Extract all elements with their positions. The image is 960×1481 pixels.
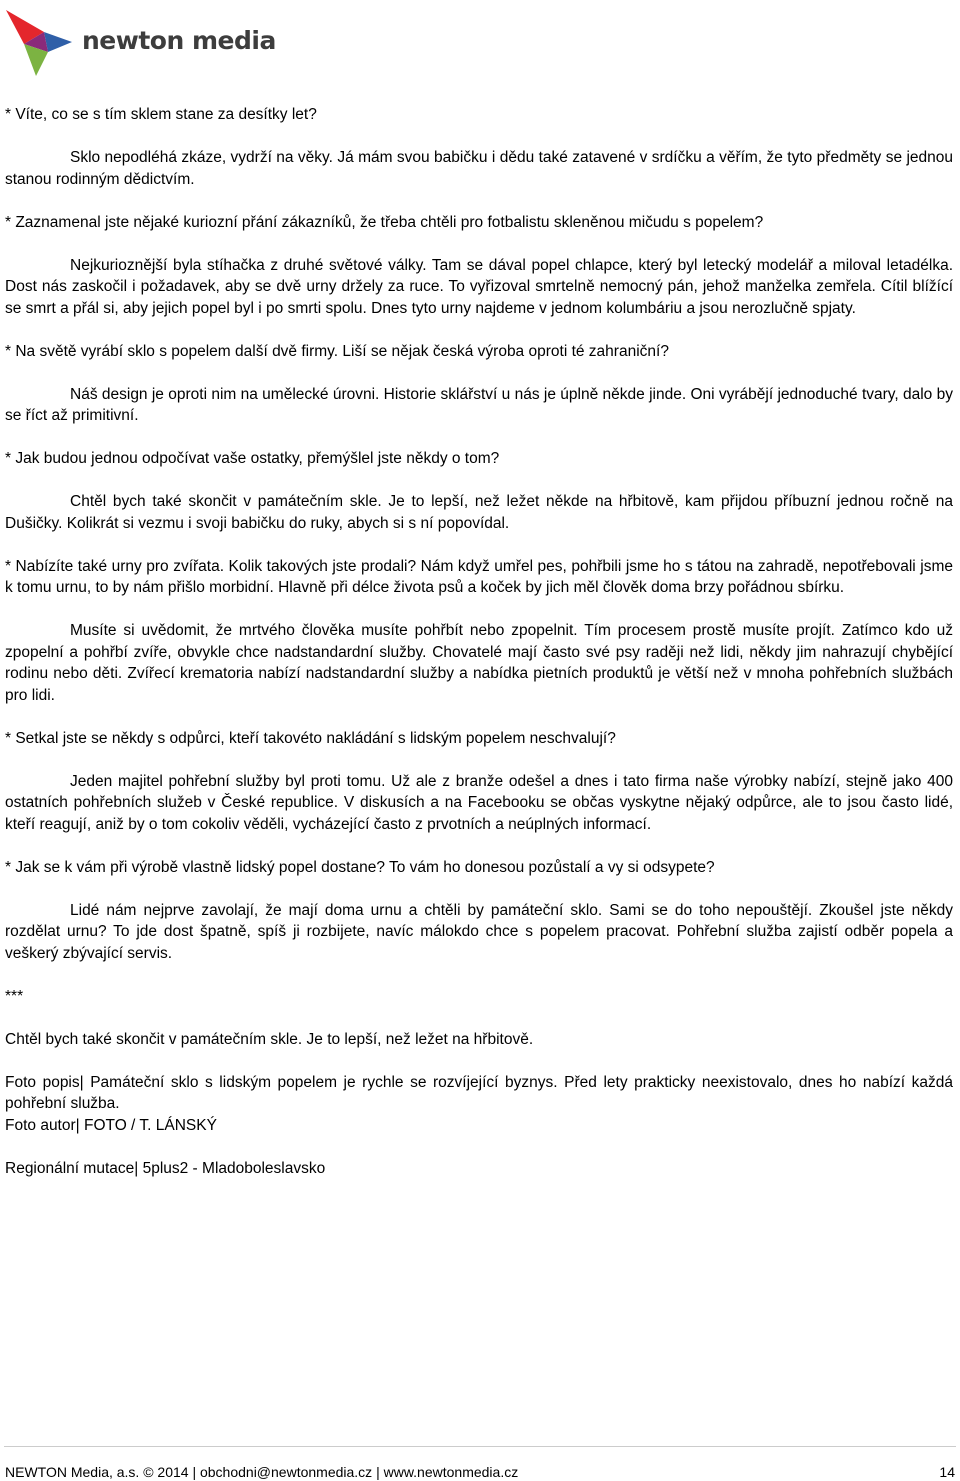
article-body <box>5 104 953 1201</box>
answer-paragraph: Nejkurioznější byla stíhačka z druhé světové války. Tam se dával popel chlapce, který byl letecký modelář a miloval letadélka. Dost nás zaskočil i požadavek, aby se dvě urny držely za ruce. To vyřizoval smrtelně nemocný pán, jehož manželka zemřela. Cítil blížící se smrt a přál si, aby jejich popel byl i po smrti spolu. Dnes tyto urny najdeme v jednom kolumbáriu a jsou nerozlučně spjaty. <box>5 256 953 317</box>
logo-mark-icon <box>4 4 78 78</box>
answer-paragraph: Sklo nepodléhá zkáze, vydrží na věky. Já mám svou babičku i dědu také zatavené v srdíčku a věřím, že tyto předměty se jednou stanou rodinným dědictvím. <box>5 149 953 188</box>
question-paragraph: * Nabízíte také urny pro zvířata. Kolik takových jste prodali? Nám když umřel pes, pohřbili jsme ho s tátou na zahradě, nepotřebovali jsme k tomu urnu, to by nám přišlo morbidní. Hlavně při délce života psů a koček by jich měl člověk doma brzy pořádnou sbírku. <box>5 557 953 596</box>
answer-paragraph: Náš design je oproti nim na umělecké úrovni. Historie sklářství u nás je úplně někde jinde. Oni vyrábějí jednoduché tvary, dalo by se říct až primitivní. <box>5 385 953 424</box>
page-footer <box>5 1463 955 1481</box>
page-number: 14 <box>939 1464 955 1480</box>
highlight-quote: Chtěl bych také skončit v památečním skle. Je to lepší, než ležet na hřbitově. <box>5 1030 534 1048</box>
question-paragraph: * Jak budou jednou odpočívat vaše ostatky, přemýšlel jste někdy o tom? <box>5 450 500 467</box>
question-paragraph: * Setkal jste se někdy s odpůrci, kteří takovéto nakládání s lidským popelem neschvalují? <box>5 729 616 747</box>
question-paragraph: * Jak se k vám při výrobě vlastně lidský popel dostane? To vám ho donesou pozůstalí a vy si odsypete? <box>5 858 715 876</box>
photo-caption: Foto popis| Památeční sklo s lidským popelem je rychle se rozvíjející byznys. Před lety prakticky neexistovalo, dnes ho nabízí každá pohřební služba. <box>5 1073 953 1112</box>
footer-text: NEWTON Media, a.s. © 2014 | obchodni@newtonmedia.cz | www.newtonmedia.cz <box>5 1464 519 1480</box>
answer-paragraph: Chtěl bych také skončit v památečním skle. Je to lepší, než ležet někde na hřbitově, kam přijdou příbuzní jednou ročně na Dušičky. Kolikrát si vezmu i svoji babičku do ruky, abych si s ní popovídal. <box>5 493 953 532</box>
answer-paragraph: Lidé nám nejprve zavolají, že mají doma urnu a chtěli by památeční sklo. Sami se do toho nepouštějí. Zkoušel jste někdy rozdělat urnu? To jde dost špatně, spíš ji rozbijete, navíc málokdo chce s popelem pracovat. Pohřební služba zajistí odběr popela a veškerý zbývající servis. <box>5 901 953 962</box>
answer-paragraph: Musíte si uvědomit, že mrtvého člověka musíte pohřbít nebo zpopelnit. Tím procesem prostě musíte projít. Zatímco kdo už zpopelní a pohřbí zvíře, obvykle chce nadstandardní služby. Chovatelé mají často své psy raději než lidi, někdy jim nahrazují chybějící rodinu nebo děti. Zvířecí krematoria nabízí nadstandardní služby a nabídka pietních produktů je větší než v mnoha pohřebních službách pro lidi. <box>5 622 953 704</box>
question-paragraph: * Víte, co se s tím sklem stane za desítky let? <box>5 106 317 123</box>
answer-paragraph: Jeden majitel pohřební služby byl proti tomu. Už ale z branže odešel a dnes i tato firma naše výrobky nabízí, stejně jako 400 ostatních pohřebních služeb v České republice. V diskusích a na Facebooku se občas vyskytne nějaký odpůrce, ale to jsou často lidé, kteří reagují, aniž by o tom cokoliv věděli, vycházející často z prvotních a neúplných informací. <box>5 772 953 833</box>
photo-author: Foto autor| FOTO / T. LÁNSKÝ <box>5 1116 217 1134</box>
newton-media-logo <box>4 4 276 78</box>
footer-divider <box>4 1446 956 1447</box>
logo-wordmark: newton media <box>82 26 276 55</box>
question-paragraph: * Zaznamenal jste nějaké kuriozní přání zákazníků, že třeba chtěli pro fotbalistu skleněnou mičudu s popelem? <box>5 213 764 231</box>
section-separator: *** <box>5 987 24 1005</box>
question-paragraph: * Na světě vyrábí sklo s popelem další dvě firmy. Liší se nějak česká výroba oproti té zahraniční? <box>5 342 669 360</box>
regional-edition: Regionální mutace| 5plus2 - Mladoboleslavsko <box>5 1159 326 1177</box>
